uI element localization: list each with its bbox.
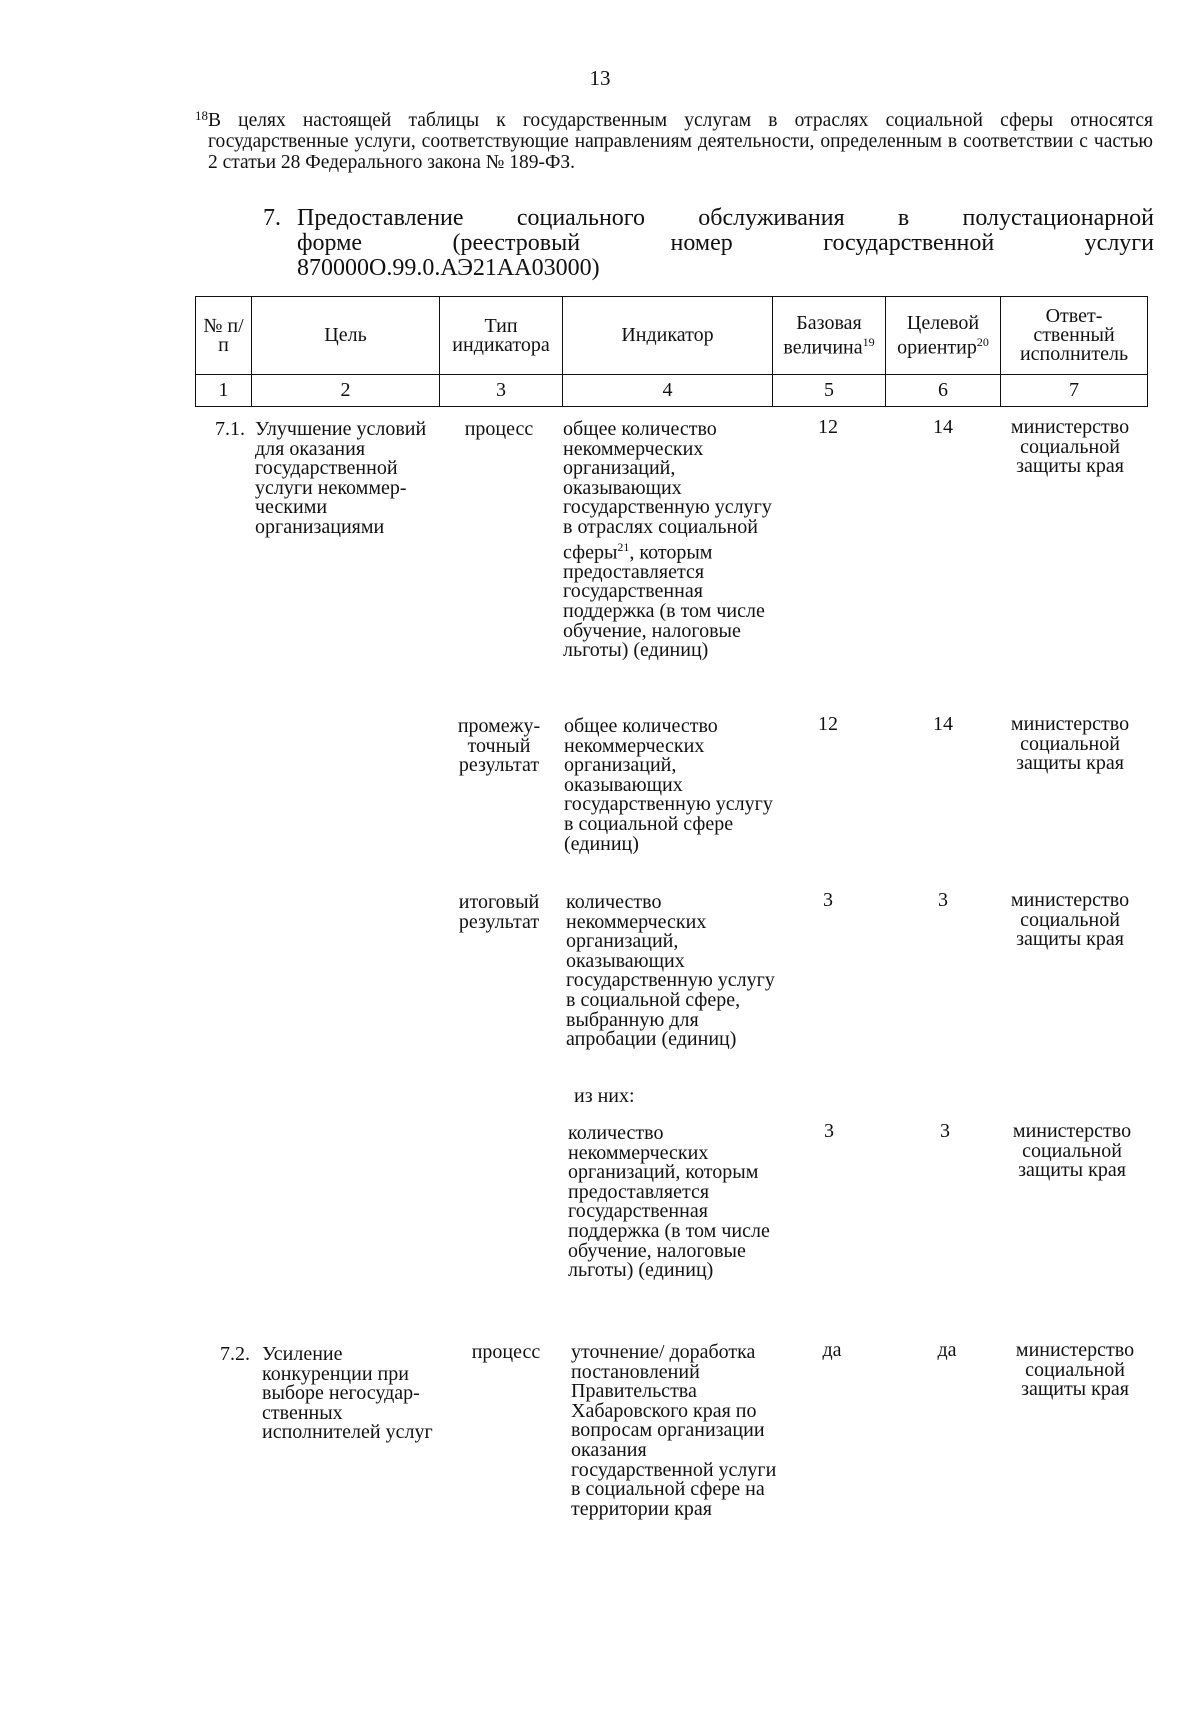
row-base-value: 12: [818, 416, 838, 438]
column-number: 1: [196, 375, 252, 407]
row-number: 7.1.: [215, 418, 245, 440]
footnote-ref-20: 20: [976, 334, 989, 349]
row-indicator-type: процесс: [464, 418, 534, 440]
row-indicator-text: общее количество некоммерческих организаций, оказывающих государственную услугу в отраслях социальной сферы: [563, 418, 772, 564]
column-number: 4: [563, 375, 773, 407]
row-indicator: количество некоммерческих организаций, которым предоставляется государственная поддержка (в том числе обучение, налоговые льготы) (единиц): [568, 1122, 770, 1282]
row-indicator-type: процесс: [471, 1341, 541, 1363]
footnote-ref-21: 21: [617, 539, 630, 554]
header-type: Тип индикатора: [440, 297, 563, 375]
header-target: [886, 297, 1001, 375]
row-goal: Усиление конкуренции при выборе негосудар- ственных исполнителей услуг: [262, 1343, 433, 1444]
row-target-value: 3: [938, 889, 948, 911]
row-indicator: количество некоммерческих организаций, оказывающих государственную услугу в социальной сфере, выбранную для апробации (единиц): [566, 891, 775, 1051]
section-title-line2: форме (реестровый номер государственной услуги: [297, 230, 1154, 256]
subheading-of-which: из них:: [574, 1085, 635, 1107]
column-number-row: [196, 375, 1148, 407]
header-num: № п/п: [196, 297, 252, 375]
footnote-mark: 18: [195, 108, 208, 123]
row-base-value: 12: [818, 713, 838, 735]
footnote: [195, 108, 1153, 173]
header-base-label: Базовая величина: [783, 311, 863, 359]
row-target-value: 14: [933, 713, 953, 735]
column-number: 6: [886, 375, 1001, 407]
row-indicator: [563, 420, 773, 661]
header-indicator: Индикатор: [563, 297, 773, 375]
row-base-value: 3: [824, 1120, 834, 1142]
row-responsible: министерство социальной защиты края: [1010, 416, 1130, 478]
row-target-value: 3: [940, 1120, 950, 1142]
column-number: 5: [773, 375, 886, 407]
section-title-line1: Предоставление социального обслуживания в полустационарной: [297, 205, 1154, 231]
row-responsible: министерство социальной защиты края: [1010, 889, 1130, 951]
row-indicator: уточнение/ доработка постановлений Правительства Хабаровского края по вопросам организации оказания государственной услуги в социальной сфере на территории края: [571, 1341, 777, 1520]
header-row: [196, 297, 1148, 375]
header-responsible: Ответ- ственный исполнитель: [1001, 297, 1148, 375]
section-title: [263, 205, 1154, 281]
column-number: 7: [1001, 375, 1148, 407]
row-indicator-tail: , которым предоставляется государственная поддержка (в том числе обучение, налоговые льготы) (единиц): [563, 541, 765, 662]
header-base: [773, 297, 886, 375]
section-number: 7.: [263, 205, 281, 231]
header-target-label: Целевой ориентир: [897, 311, 980, 359]
header-goal: Цель: [252, 297, 440, 375]
row-target-value: да: [937, 1339, 957, 1361]
column-number: 3: [440, 375, 563, 407]
page-number: 13: [589, 66, 611, 90]
row-indicator-type: итоговый результат: [458, 891, 540, 933]
indicator-table-header: [195, 296, 1148, 407]
row-number: 7.2.: [220, 1343, 250, 1365]
footnote-ref-19: 19: [862, 334, 875, 349]
row-indicator: общее количество некоммерческих организаций, оказывающих государственную услугу в социальной сфере (единиц): [564, 715, 773, 855]
row-goal: Улучшение условий для оказания государственной услуги некоммер- ческими организациями: [255, 418, 427, 538]
row-base-value: да: [822, 1339, 842, 1361]
row-base-value: 3: [823, 889, 833, 911]
row-responsible: министерство социальной защиты края: [1012, 1120, 1132, 1182]
row-target-value: 14: [933, 416, 953, 438]
row-responsible: министерство социальной защиты края: [1015, 1339, 1135, 1401]
footnote-text: В целях настоящей таблицы к государственным услугам в отраслях социальной сферы относятся государственные услуги, соответствующие направлениям деятельности, определенным в соответствии с частью 2 статьи 28 Федерального закона № 189-ФЗ.: [208, 110, 1153, 173]
row-indicator-type: промежу- точный результат: [457, 715, 541, 777]
column-number: 2: [252, 375, 440, 407]
row-responsible: министерство социальной защиты края: [1010, 713, 1130, 775]
section-title-line3: 870000О.99.0.АЭ21АА03000): [297, 255, 600, 281]
